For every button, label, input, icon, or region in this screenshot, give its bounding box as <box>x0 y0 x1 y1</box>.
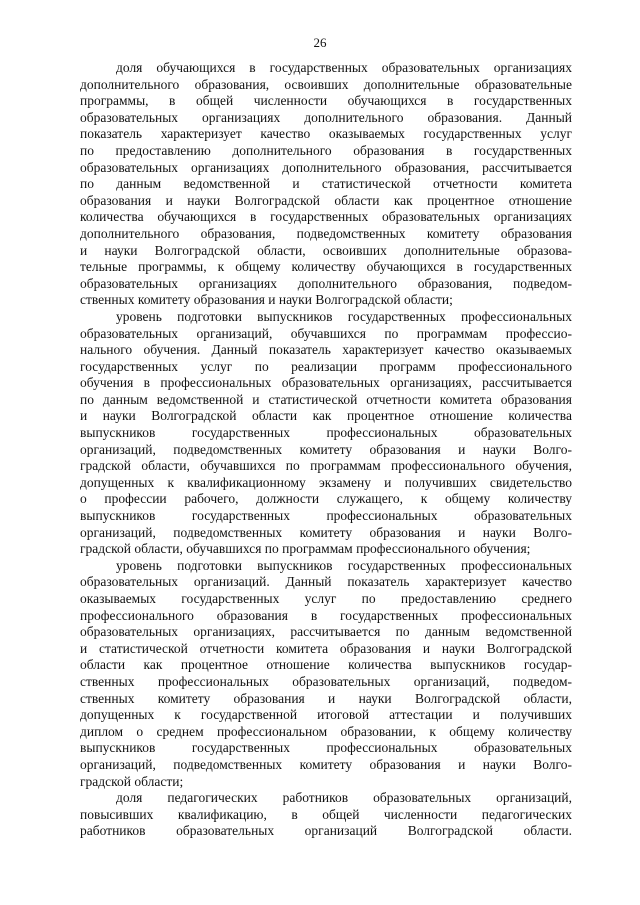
text-line: повысивших квалификацию, в общей численности педагогических <box>80 806 572 822</box>
text-line: градской области, обучавшихся по программам профессионального обучения; <box>80 541 531 557</box>
text-line: дополнительного образования, освоивших дополнительные образовательные <box>80 76 572 92</box>
text-line: доля педагогических работников образовательных организаций, <box>116 790 572 806</box>
page-number: 26 <box>313 35 327 50</box>
text-line: о профессии рабочего, должности служащего, к общему количеству <box>80 491 572 507</box>
text-line: допущенных к квалификационному экзамену и получивших свидетельство <box>80 474 572 490</box>
paragraph <box>80 309 572 558</box>
text-line: ственных комитету образования и науки Волгоградской области; <box>80 292 453 308</box>
text-line: и науки Волгоградской области как процентное отношение количества <box>80 408 572 424</box>
text-line: градской области, обучавшихся по программам профессионального обучения, <box>80 458 572 474</box>
paragraph <box>80 558 572 790</box>
text-line: по данным ведомственной и статистической отчетности комитета образования <box>80 391 572 407</box>
text-line: программы, в общей численности обучающихся в государственных <box>80 93 572 109</box>
text-line: образовательных организациях дополнительного образования, рассчитывается <box>80 159 572 175</box>
text-line: выпускников государственных профессиональных образовательных <box>80 425 572 441</box>
text-line: организаций, подведомственных комитету образования и науки Волго- <box>80 524 572 540</box>
text-line: образовательных организациях, рассчитывается по данным ведомственной <box>80 624 572 640</box>
text-line: доля обучающихся в государственных образовательных организациях <box>116 60 572 75</box>
text-line: выпускников государственных профессиональных образовательных <box>80 740 572 756</box>
text-line: дополнительного образования, подведомственных комитету образования <box>80 225 572 241</box>
text-line: и статистической отчетности комитета образования и науки Волгоградской <box>80 640 572 656</box>
text-line: допущенных к государственной итоговой аттестации и получивших <box>80 707 572 723</box>
text-line: области как процентное отношение количества выпускников государ- <box>80 657 572 673</box>
text-line: уровень подготовки выпускников государственных профессиональных <box>116 557 572 573</box>
text-line: тельные программы, к общему количеству обучающихся в государственных <box>80 259 572 275</box>
text-line: образовательных организаций. Данный показатель характеризует качество <box>80 574 572 590</box>
text-line: образовательных организаций, обучавшихся по программам профессио- <box>80 325 572 341</box>
paragraph <box>80 60 572 309</box>
text-line: диплом о среднем профессиональном образовании, к общему количеству <box>80 723 572 739</box>
text-line: государственных услуг по реализации программ профессионального <box>80 358 572 374</box>
text-line: ственных профессиональных образовательных организаций, подведом- <box>80 673 572 689</box>
text-line: по предоставлению дополнительного образования в государственных <box>80 142 572 158</box>
text-line: обучения в профессиональных образовательных организациях, рассчитывается <box>80 375 572 391</box>
text-line: градской области; <box>80 773 184 789</box>
text-line: уровень подготовки выпускников государственных профессиональных <box>116 308 572 324</box>
text-line: организаций, подведомственных комитету образования и науки Волго- <box>80 441 572 457</box>
text-line: выпускников государственных профессиональных образовательных <box>80 508 572 524</box>
text-line: работников образовательных организаций Волгоградской области. <box>80 823 572 839</box>
text-line: организаций, подведомственных комитету образования и науки Волго- <box>80 756 572 772</box>
text-line: по данным ведомственной и статистической отчетности комитета <box>80 176 572 192</box>
text-line: нального обучения. Данный показатель характеризует качество оказываемых <box>80 342 572 358</box>
text-line: количества обучающихся в государственных образовательных организациях <box>80 209 572 225</box>
text-line: профессионального образования в государственных профессиональных <box>80 607 572 623</box>
text-line: образовательных организациях дополнительного образования. Данный <box>80 109 572 125</box>
text-line: образовательных организациях дополнительного образования, подведом- <box>80 275 572 291</box>
text-line: ственных комитету образования и науки Волгоградской области, <box>80 690 572 706</box>
text-line: показатель характеризует качество оказываемых государственных услуг <box>80 126 572 142</box>
text-line: и науки Волгоградской области, освоивших дополнительные образова- <box>80 242 572 258</box>
text-line: образования и науки Волгоградской области как процентное отношение <box>80 192 572 208</box>
document-body <box>80 60 572 840</box>
paragraph <box>80 790 572 840</box>
text-line: оказываемых государственных услуг по предоставлению среднего <box>80 591 572 606</box>
